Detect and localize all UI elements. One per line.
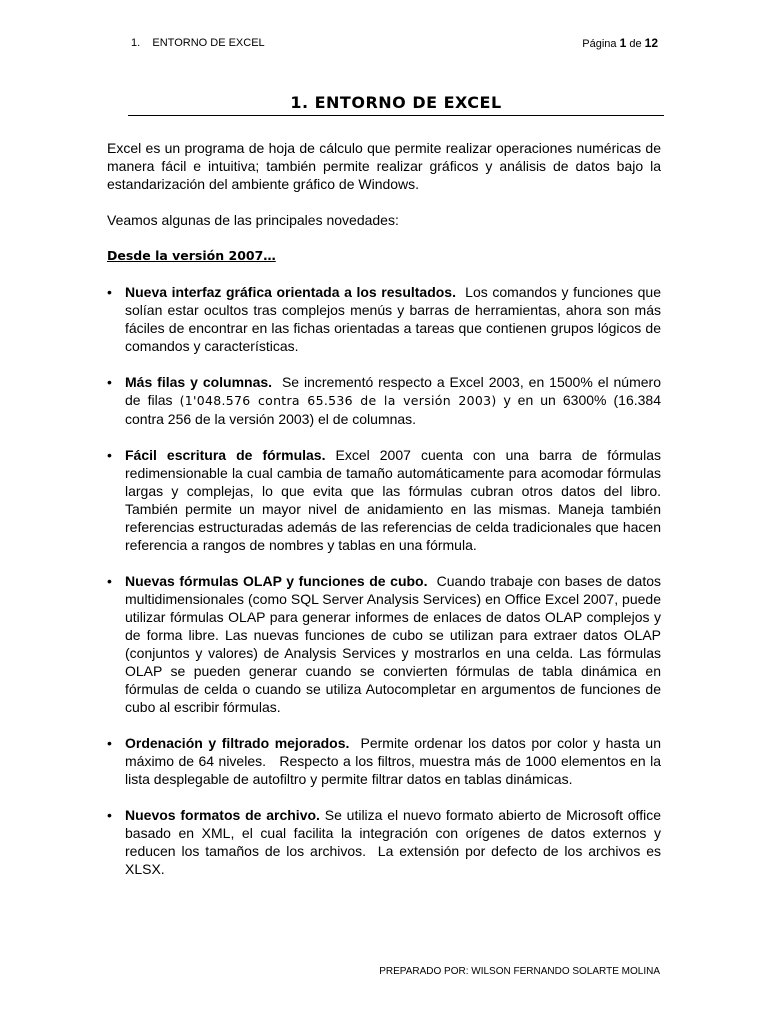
feature-text: Cuando trabaje con bases de datos multidimensionales (como SQL Server Analysis Services) en Office Excel 2007, puede utilizar fórmulas OLAP para generar informes de enlaces de datos OLAP complejos y de forma libre. Las nuevas funciones de cubo se utilizan para extraer datos OLAP (conjuntos y valores) de Analysis Services y mostrarlos en una celda. Las fórmulas OLAP se pueden generar cuando se convierten fórmulas de tabla dinámica en fórmulas de celda o cuando se utiliza Autocompletar en argumentos de funciones de cubo al escribir fórmulas. — [125, 573, 665, 715]
feature-text: Excel 2007 cuenta con una barra de fórmulas redimensionable la cual cambia de tamaño automáticamente para acomodar fórmulas largas y complejas, lo que evita que las fórmulas cubran otros datos del libro. También permite un mayor nivel de anidamiento en las mismas. Maneja también referencias estructuradas además de las referencias de celda tradicionales que hacen referencia a rangos de nombres y tablas en una fórmula. — [125, 447, 669, 553]
lead-paragraph: Veamos algunas de las principales novedades: — [107, 212, 399, 228]
feature-text: Los comandos y funciones que solían estar ocultos tras complejos menús y barras de herramientas, ahora son más fáciles de encontrar en las fichas orientadas a tareas que contienen grupos lógicos de comandos y características. — [125, 284, 665, 354]
feature-text: Se utiliza el nuevo formato abierto de Microsoft office basado en XML, el cual facilita la integración con orígenes de datos externos y reducen los tamaños de los archivos. La extensión por defecto de los archivos es XLSX. — [125, 807, 665, 877]
header-page-number — [582, 36, 658, 50]
feature-item — [107, 283, 665, 355]
feature-item — [107, 734, 665, 788]
feature-text: y en un 6300% (16.384 contra 256 de la versión 2003) el de columnas. — [125, 392, 662, 427]
title-underline — [128, 115, 664, 116]
section-subtitle: Desde la versión 2007… — [107, 248, 276, 263]
page-total: 12 — [644, 36, 658, 50]
feature-text-figures: (1'048.576 contra 65.536 de la versión 2003) — [179, 393, 497, 408]
page-title: 1. ENTORNO DE EXCEL — [290, 93, 502, 112]
intro-paragraph: Excel es un programa de hoja de cálculo que permite realizar operaciones numéricas de manera fácil e intuitiva; también permite realizar gráficos y análisis de datos bajo la estandarización del ambiente gráfico de Windows. — [107, 140, 661, 192]
feature-item — [107, 373, 665, 428]
feature-text: Permite ordenar los datos por color y hasta un máximo de 64 niveles. Respecto a los filtros, muestra más de 1000 elementos en la lista desplegable de autofiltro y permite filtrar datos en tablas dinámicas. — [125, 735, 665, 787]
document-body — [107, 139, 669, 896]
page-current: 1 — [619, 36, 627, 50]
feature-list — [107, 283, 669, 878]
feature-heading: Fácil escritura de fórmulas. — [125, 447, 326, 463]
page-of: de — [626, 38, 645, 50]
feature-item — [107, 572, 665, 716]
header-chapter: 1. ENTORNO DE EXCEL — [131, 37, 265, 49]
page-prefix: Página — [582, 38, 620, 50]
feature-item — [107, 806, 665, 878]
footer-author: PREPARADO POR: WILSON FERNANDO SOLARTE MOLINA — [379, 966, 660, 977]
feature-heading: Nueva interfaz gráfica orientada a los resultados. — [125, 284, 456, 300]
feature-text: Se incrementó respecto a Excel 2003, en 1500% el número de filas — [125, 374, 665, 408]
feature-heading: Más filas y columnas. — [125, 374, 273, 390]
feature-heading: Ordenación y filtrado mejorados. — [125, 735, 350, 751]
feature-item — [107, 446, 669, 554]
feature-heading: Nuevas fórmulas OLAP y funciones de cubo. — [125, 573, 428, 589]
feature-heading: Nuevos formatos de archivo. — [125, 807, 320, 823]
